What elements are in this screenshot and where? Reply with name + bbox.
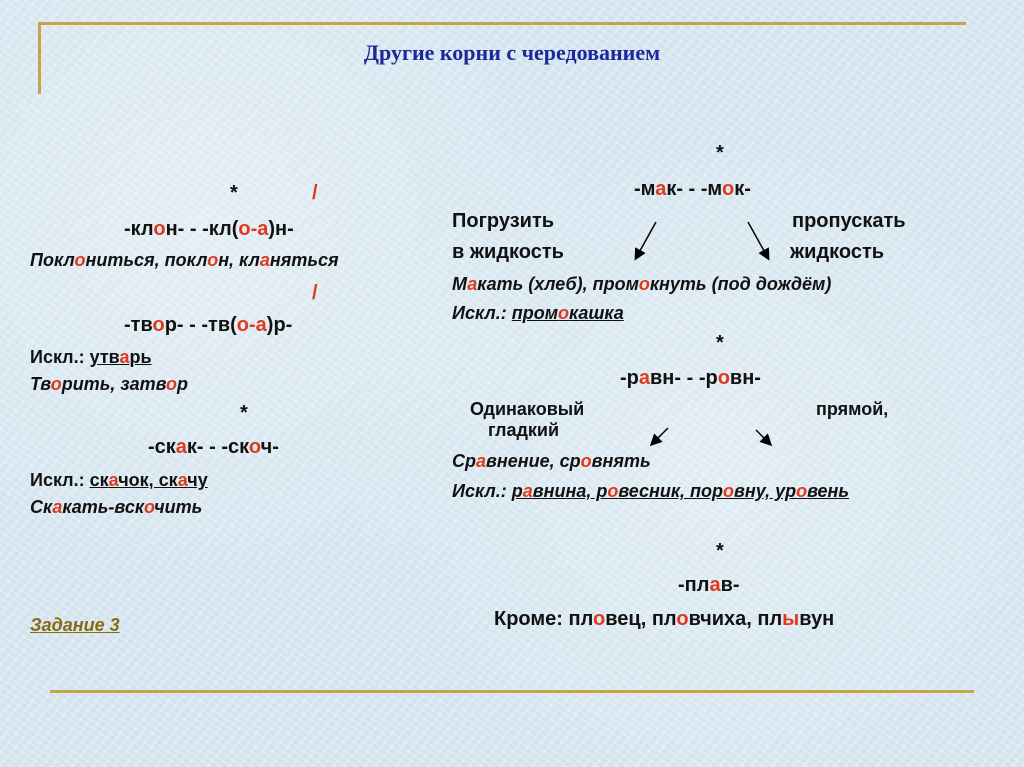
star-plav: * (716, 540, 724, 562)
example-mak: Макать (хлеб), промокнуть (под дождём) (452, 274, 832, 294)
root-klon: -клон- - -кл(о-а)н- (124, 218, 294, 240)
root-tvor: -твор- - -тв(о-а)р- (124, 314, 293, 336)
example-skak: Скакать-вскочить (30, 497, 203, 517)
root-skak: -скак- - -скоч- (148, 436, 279, 458)
root-mak: -мак- - -мок- (634, 178, 751, 200)
ravn-meaning-right: прямой, (816, 399, 889, 419)
root-plav: -плав- (678, 574, 740, 596)
slash-tvor: / (312, 282, 318, 304)
root-ravn: -равн- - -ровн- (620, 367, 761, 389)
star-skak: * (240, 402, 248, 424)
example-ravn: Сравнение, сровнять (452, 451, 651, 471)
star-klon: * (230, 182, 238, 204)
slash-klon: / (312, 182, 318, 204)
ravn-meaning-left-2: гладкий (488, 420, 560, 440)
star-ravn: * (716, 332, 724, 354)
arrow-ravn-left (652, 428, 668, 444)
example-tvor: Творить, затвор (30, 374, 189, 394)
arrow-mak-right (748, 222, 768, 258)
arrow-ravn-right (756, 430, 770, 444)
page-title: Другие корни с чередованием (363, 40, 661, 65)
mak-meaning-right-1: пропускать (792, 210, 906, 232)
exception-skak: Искл.: скачок, скачу (30, 470, 208, 490)
mak-meaning-right-2: жидкость (790, 241, 885, 263)
mak-meaning-left-2: в жидкость (452, 241, 564, 263)
ravn-meaning-left-1: Одинаковый (470, 399, 585, 419)
exception-tvor: Искл.: утварь (30, 347, 152, 367)
task-link[interactable]: Задание 3 (30, 615, 120, 635)
exception-ravn: Искл.: равнина, ровесник, поровну, уровень (452, 481, 850, 501)
example-plav: Кроме: пловец, пловчиха, плывун (494, 608, 835, 630)
exception-mak: Искл.: промокашка (452, 303, 624, 323)
mak-meaning-left-1: Погрузить (452, 210, 555, 232)
star-mak: * (716, 142, 724, 164)
example-klon: Поклониться, поклон, кланяться (30, 250, 339, 270)
arrow-mak-left (636, 222, 656, 258)
